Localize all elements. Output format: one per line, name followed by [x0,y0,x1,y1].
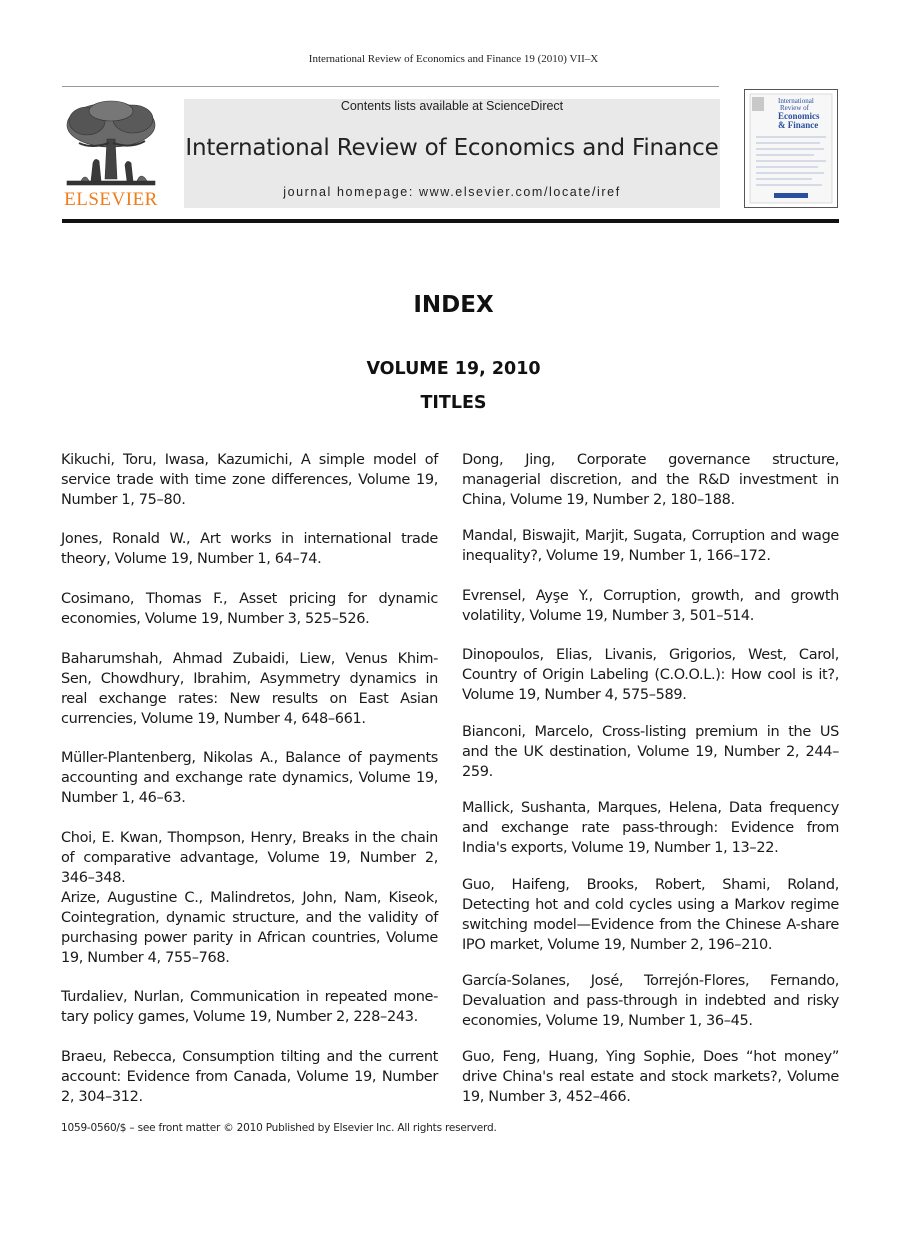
index-entry: García-Solanes, José, Torrejón-Flores, Fernando, Devaluation and pass-through in indebted and risky economies, Volume 19, Number 1, 36–45. [462,973,839,1029]
index-entry: Cosimano, Thomas F., Asset pricing for dynamic economies, Volume 19, Number 3, 525–526. [61,591,438,627]
cover-title-line3: Economics [778,111,820,121]
elsevier-wordmark: ELSEVIER [64,189,158,210]
journal-masthead [184,99,720,208]
index-entry: Jones, Ronald W., Art works in international trade theory, Volume 19, Number 1, 64–74. [61,531,438,567]
index-entry: Kikuchi, Toru, Iwasa, Kazumichi, A simple model of service trade with time zone differences, Volume 19, Number 1, 75–80. [61,452,438,508]
running-header: International Review of Economics and Finance 19 (2010) VII–X [308,53,599,65]
index-entry: Choi, E. Kwan, Thompson, Henry, Breaks in the chain of comparative advantage, Volume 19, Number 2, 346–348. [61,830,438,886]
index-entry: Mandal, Biswajit, Marjit, Sugata, Corruption and wage inequality?, Volume 19, Number 1, 166–172. [462,528,839,564]
header-rule [62,86,719,87]
index-title: INDEX [413,292,494,318]
index-entry: Guo, Haifeng, Brooks, Robert, Shami, Roland, Detecting hot and cold cycles using a Markov regime switching model—Evidence from the Chinese A-share IPO market, Volume 19, Number 2, 196–210. [462,877,839,953]
index-entry: Bianconi, Marcelo, Cross-listing premium in the US and the UK destination, Volume 19, Number 2, 244–259. [462,724,839,780]
cover-title-line4: & Finance [778,120,819,130]
index-entry: Baharumshah, Ahmad Zubaidi, Liew, Venus Khim-Sen, Chowdhury, Ibrahim, Asymmetry dynamics in real exchange rates: New results on East Asian currencies, Volume 19, Number 4, 648–661. [61,651,438,727]
section-heading: TITLES [420,393,487,413]
cover-title-line1: International [778,97,814,105]
index-entry: Turdaliev, Nurlan, Communication in repeated mone-tary policy games, Volume 19, Number 2, 228–243. [61,989,438,1025]
index-entry: Arize, Augustine C., Malindretos, John, Nam, Kiseok, Cointegration, dynamic structure, and the validity of purchasing power parity in African countries, Volume 19, Number 4, 755–768. [61,890,438,966]
index-entry: Dinopoulos, Elias, Livanis, Grigorios, West, Carol, Country of Origin Labeling (C.O.O.L.): How cool is it?, Volume 19, Number 4, 575–589. [462,647,839,703]
journal-homepage: journal homepage: www.elsevier.com/locate/iref [283,185,621,199]
journal-title: International Review of Economics and Finance [185,135,719,161]
journal-cover-thumbnail [744,89,838,208]
index-entry: Guo, Feng, Huang, Ying Sophie, Does “hot money” drive China's real estate and stock markets?, Volume 19, Number 3, 452–466. [462,1049,839,1105]
copyright-footer: 1059-0560/$ – see front matter © 2010 Published by Elsevier Inc. All rights reserverd. [61,1122,497,1134]
index-entry: Braeu, Rebecca, Consumption tilting and the current account: Evidence from Canada, Volume 19, Number 2, 304–312. [61,1049,438,1105]
index-entry: Müller-Plantenberg, Nikolas A., Balance of payments accounting and exchange rate dynamics, Volume 19, Number 1, 46–63. [61,750,438,806]
masthead-rule [62,219,839,223]
contents-available-text: Contents lists available at ScienceDirect [340,99,564,113]
index-entry: Dong, Jing, Corporate governance structure, managerial discretion, and the R&D investment in China, Volume 19, Number 2, 180–188. [462,452,839,508]
index-entry: Evrensel, Ayşe Y., Corruption, growth, and growth volatility, Volume 19, Number 3, 501–514. [462,588,839,624]
index-entry: Mallick, Sushanta, Marques, Helena, Data frequency and exchange rate pass-through: Evidence from India's exports, Volume 19, Number 1, 13–22. [462,800,839,856]
volume-title: VOLUME 19, 2010 [366,359,541,379]
cover-title-line2: Review of [780,104,809,112]
